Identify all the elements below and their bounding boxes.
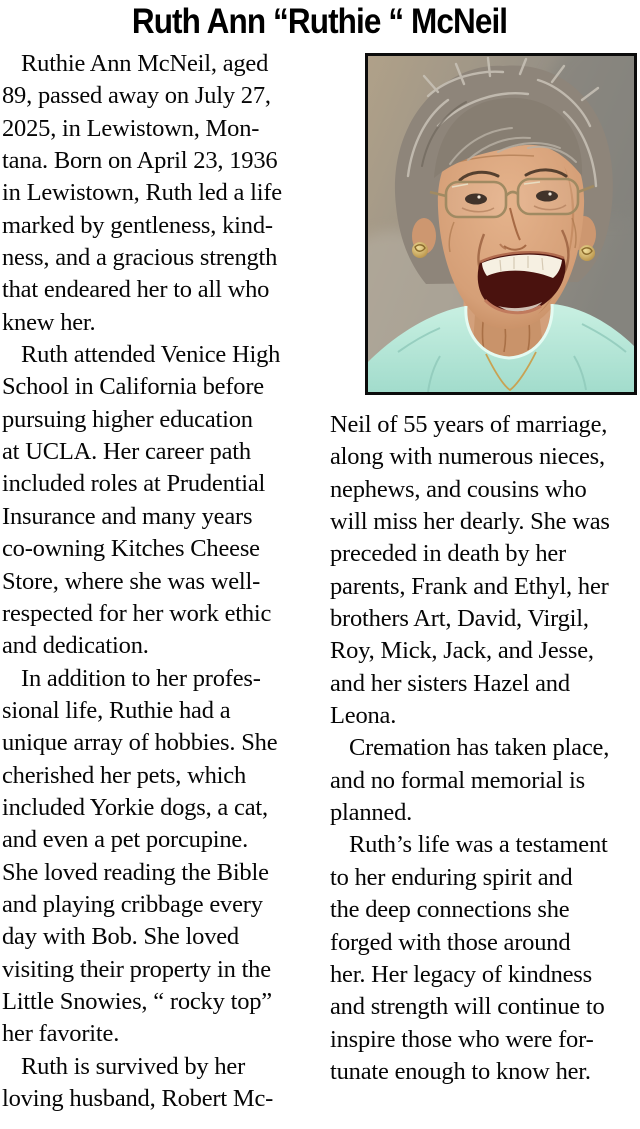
text-line: her. Her legacy of kindness: [330, 960, 592, 988]
text-line: preceded in death by her: [330, 540, 567, 568]
text-line: along with numerous nieces,: [330, 443, 605, 471]
portrait-image: [368, 56, 634, 392]
text-line: Ruth attended Venice High: [21, 341, 281, 369]
text-line: Leona.: [330, 702, 397, 730]
text-line: forged with those around: [330, 928, 571, 956]
text-line: nephews, and cousins who: [330, 475, 587, 503]
text-line: tunate enough to know her.: [330, 1057, 591, 1085]
left-column: [2, 48, 324, 1115]
text-line: marked by gentleness, kind-: [2, 211, 273, 239]
title-bar: [0, 0, 640, 44]
text-line: will miss her dearly. She was: [330, 508, 610, 536]
text-line: Roy, Mick, Jack, and Jesse,: [330, 637, 594, 665]
text-line: parents, Frank and Ethyl, her: [330, 572, 609, 600]
text-line: unique array of hobbies. She: [2, 729, 278, 757]
text-line: Ruth’s life was a testament: [349, 831, 608, 859]
text-line: at UCLA. Her career path: [2, 438, 251, 466]
paragraph: [2, 48, 324, 339]
text-line: respected for her work ethic: [2, 599, 272, 627]
obituary-photo: [365, 53, 637, 395]
text-line: Ruthie Ann McNeil, aged: [21, 50, 269, 77]
text-line: to her enduring spirit and: [330, 863, 573, 891]
paragraph: [2, 339, 324, 662]
text-line: cherished her pets, which: [2, 761, 246, 789]
text-line: included roles at Prudential: [2, 470, 266, 498]
text-line: co-owning Kitches Cheese: [2, 535, 260, 563]
text-line: 2025, in Lewistown, Mon-: [2, 114, 260, 142]
paragraph: [330, 409, 640, 732]
text-line: visiting their property in the: [2, 955, 271, 983]
paragraph: [330, 829, 640, 1088]
text-line: and playing cribbage every: [2, 890, 263, 918]
text-line: She loved reading the Bible: [2, 858, 269, 886]
text-line: included Yorkie dogs, a cat,: [2, 793, 268, 821]
text-line: Little Snowies, “ rocky top”: [2, 987, 272, 1015]
paragraph: [330, 732, 640, 829]
text-line: brothers Art, David, Virgil,: [330, 605, 589, 633]
paragraph: [2, 1051, 324, 1116]
text-line: and dedication.: [2, 632, 149, 660]
text-line: in Lewistown, Ruth led a life: [2, 179, 282, 207]
text-line: inspire those who were for-: [330, 1025, 594, 1053]
text-line: Neil of 55 years of marriage,: [330, 411, 608, 438]
text-line: the deep connections she: [330, 896, 570, 924]
text-line: tana. Born on April 23, 1936: [2, 147, 278, 175]
text-line: In addition to her profes-: [21, 664, 261, 692]
text-line: sional life, Ruthie had a: [2, 696, 231, 724]
text-line: Ruth is survived by her: [21, 1052, 246, 1080]
text-line: day with Bob. She loved: [2, 923, 239, 951]
text-line: pursuing higher education: [2, 405, 253, 433]
text-line: and her sisters Hazel and: [330, 669, 570, 697]
text-line: and even a pet porcupine.: [2, 826, 249, 854]
text-line: that endeared her to all who: [2, 276, 270, 304]
text-line: knew her.: [2, 308, 96, 336]
text-line: her favorite.: [2, 1020, 120, 1048]
text-line: Insurance and many years: [2, 502, 253, 530]
text-line: and strength will continue to: [330, 993, 605, 1021]
text-line: and no formal memorial is: [330, 766, 585, 794]
text-line: 89, passed away on July 27,: [2, 82, 271, 110]
paragraph: [2, 663, 324, 1051]
text-line: ness, and a gracious strength: [2, 244, 278, 272]
right-column: [330, 409, 640, 1088]
text-line: Cremation has taken place,: [349, 734, 610, 762]
text-line: planned.: [330, 799, 413, 827]
page-title: Ruth Ann “Ruthie “ McNeil: [132, 2, 508, 41]
text-line: Store, where she was well-: [2, 567, 261, 595]
text-line: School in California before: [2, 373, 264, 401]
text-line: loving husband, Robert Mc-: [2, 1085, 274, 1112]
